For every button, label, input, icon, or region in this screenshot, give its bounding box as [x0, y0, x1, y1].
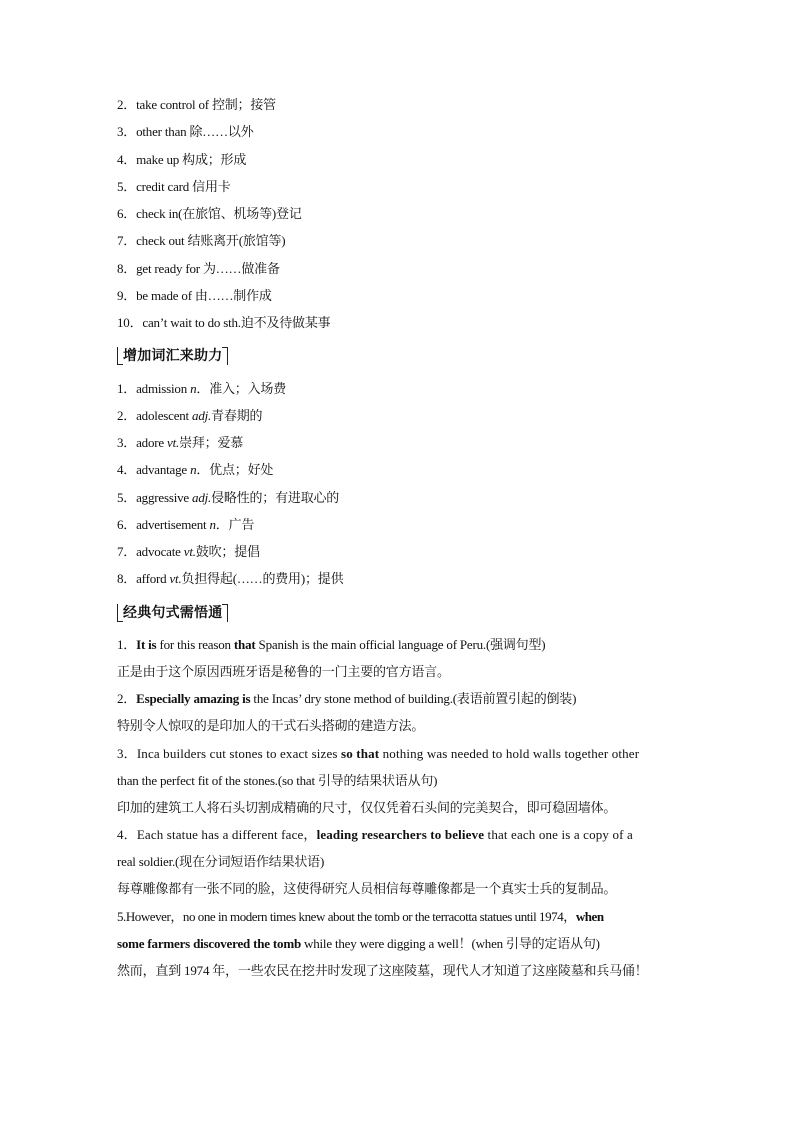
item-number: 7． — [117, 544, 137, 559]
key-structure: so that — [341, 746, 380, 761]
vocab-item — [117, 461, 273, 479]
sentence-english-cont: real soldier.(现在分词短语作结果状语) — [117, 854, 325, 869]
sentence-text: However，no one in modern times knew about the tomb or the terracotta statues until 1974， — [125, 909, 576, 924]
phrase-item: 7．check out 结账离开(旅馆等) — [117, 233, 286, 248]
sentence-translation: 正是由于这个原因西班牙语是秘鲁的一门主要的官方语言。 — [117, 664, 450, 679]
vocab-word: advantage — [136, 462, 191, 477]
key-structure: when — [575, 909, 604, 924]
vocab-item — [117, 516, 254, 534]
sentence-english — [117, 908, 604, 926]
item-number: 2． — [117, 408, 137, 423]
phrase-item: 3．other than 除……以外 — [117, 124, 254, 139]
sentence-translation: 特别令人惊叹的是印加人的干式石头搭砌的建造方法。 — [117, 718, 425, 733]
sentence-number: 2． — [117, 691, 137, 706]
vocab-item — [117, 489, 339, 507]
item-number: 8． — [117, 571, 137, 586]
vocab-meaning: 崇拜；爱慕 — [179, 435, 244, 450]
sentence-text: that each one is a copy of a — [484, 827, 633, 842]
vocab-word: afford — [136, 571, 170, 586]
sentence-section-title: 经典句式需悟通 — [117, 603, 228, 623]
part-of-speech: n — [209, 517, 216, 532]
sentence-text: Spanish is the main official language of Peru.(强调句型) — [255, 637, 546, 652]
sentence-english — [117, 745, 639, 763]
part-of-speech: vt. — [167, 435, 180, 450]
vocab-meaning: ．广告 — [215, 517, 255, 532]
item-number: 3． — [117, 435, 137, 450]
sentence-translation: 然而，直到 1974 年，一些农民在挖井时发现了这座陵墓，现代人才知道了这座陵墓和兵马俑！ — [117, 963, 648, 978]
sentence-text: the Incas’ dry stone method of building.(表语前置引起的倒装) — [250, 691, 577, 706]
sentence-number: 4． — [117, 827, 137, 842]
item-number: 4． — [117, 462, 137, 477]
phrase-item: 10．can’t wait to do sth.迫不及待做某事 — [117, 315, 331, 330]
part-of-speech: adj. — [192, 408, 212, 423]
vocab-item — [117, 407, 262, 425]
key-structure: some farmers discovered the tomb — [117, 936, 301, 951]
vocab-meaning: 青春期的 — [211, 408, 263, 423]
vocab-meaning: ．优点；好处 — [196, 462, 274, 477]
vocab-meaning: 侵略性的；有进取心的 — [211, 490, 340, 505]
sentence-english-cont — [117, 935, 600, 953]
item-number: 1． — [117, 381, 137, 396]
vocab-word: adolescent — [136, 408, 193, 423]
sentence-text: Each statue has a different face， — [136, 827, 317, 842]
vocab-word: adore — [136, 435, 168, 450]
vocab-meaning: 负担得起(……的费用)；提供 — [181, 571, 344, 586]
phrase-item: 8．get ready for 为……做准备 — [117, 261, 280, 276]
part-of-speech: n — [190, 381, 197, 396]
sentence-text: for this reason — [156, 637, 234, 652]
item-number: 6． — [117, 517, 137, 532]
part-of-speech: n — [190, 462, 197, 477]
vocab-item — [117, 380, 286, 398]
sentence-translation: 印加的建筑工人将石头切割成精确的尺寸，仅仅凭着石头间的完美契合，即可稳固墙体。 — [117, 800, 617, 815]
key-structure: It is — [136, 637, 157, 652]
key-structure: that — [233, 637, 256, 652]
part-of-speech: vt. — [169, 571, 182, 586]
vocab-item — [117, 570, 343, 588]
vocab-section-title: 增加词汇来助力 — [117, 346, 228, 366]
sentence-number: 5. — [117, 909, 126, 924]
sentence-number: 3． — [117, 746, 137, 761]
phrase-item: 2．take control of 控制；接管 — [117, 97, 276, 112]
vocab-meaning: ．准入；入场费 — [196, 381, 287, 396]
sentence-text: Inca builders cut stones to exact sizes — [136, 746, 341, 761]
vocab-item — [117, 543, 260, 561]
vocab-word: advertisement — [136, 517, 210, 532]
sentence-number: 1． — [117, 637, 137, 652]
sentence-english — [117, 826, 633, 844]
sentence-text: nothing was needed to hold walls together other — [379, 746, 640, 761]
phrase-item: 4．make up 构成；形成 — [117, 152, 247, 167]
vocab-meaning: 鼓吹；提倡 — [195, 544, 260, 559]
key-structure: Especially amazing is — [136, 691, 251, 706]
part-of-speech: vt. — [183, 544, 196, 559]
phrase-item: 5．credit card 信用卡 — [117, 179, 231, 194]
sentence-translation: 每尊雕像都有一张不同的脸，这使得研究人员相信每尊雕像都是一个真实士兵的复制品。 — [117, 881, 617, 896]
sentence-english-cont: than the perfect fit of the stones.(so that 引导的结果状语从句) — [117, 773, 438, 788]
key-structure: leading researchers to believe — [316, 827, 485, 842]
sentence-english — [117, 690, 576, 708]
vocab-word: advocate — [136, 544, 184, 559]
vocab-word: aggressive — [136, 490, 193, 505]
phrase-item: 9．be made of 由……制作成 — [117, 288, 272, 303]
item-number: 5． — [117, 490, 137, 505]
phrase-item: 6．check in(在旅馆、机场等)登记 — [117, 206, 302, 221]
part-of-speech: adj. — [192, 490, 212, 505]
vocab-item — [117, 434, 243, 452]
sentence-text: while they were digging a well！(when 引导的定语从句) — [300, 936, 600, 951]
vocab-word: admission — [136, 381, 191, 396]
sentence-english — [117, 636, 545, 654]
